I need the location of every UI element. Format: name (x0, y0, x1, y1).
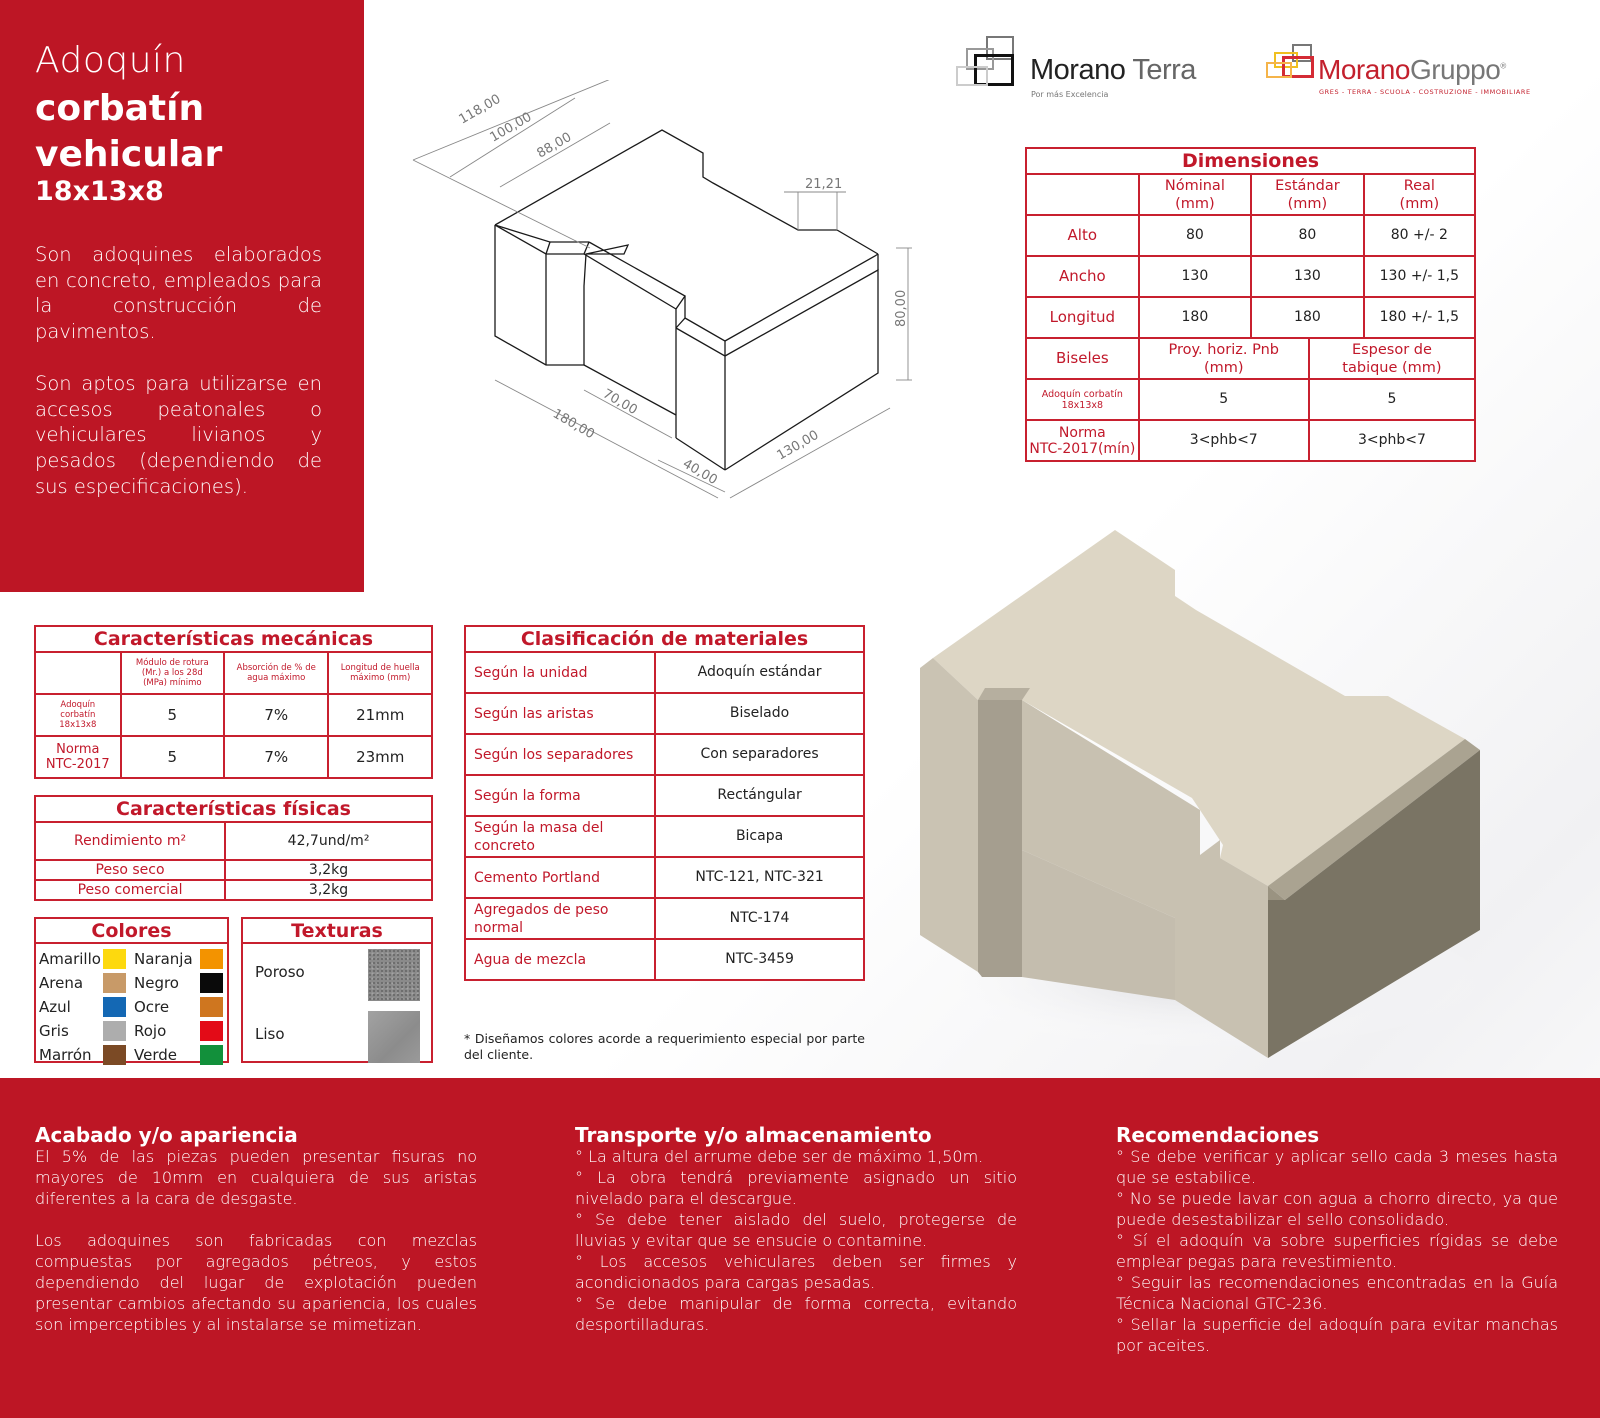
table-row (465, 939, 864, 980)
row-label: Rendimiento m² (35, 822, 225, 860)
row-label: Peso seco (35, 860, 225, 880)
transporte-item: ° La altura del arrume debe ser de máximo 1,50m. (575, 1147, 984, 1166)
texturas-box (241, 917, 433, 1063)
dim-180: 180,00 (550, 406, 597, 443)
colores-title: Colores (36, 919, 227, 944)
row-label: Norma NTC-2017(mín) (1026, 420, 1139, 461)
transporte-item: ° La obra tendrá previamente asignado un sitio nivelado para el descargue. (575, 1168, 1017, 1208)
dim-130: 130,00 (774, 427, 822, 464)
title-bold (35, 86, 222, 178)
color-label: Gris (39, 1022, 69, 1040)
color-swatch (103, 1021, 126, 1041)
cell-value: Adoquín estándar (655, 652, 864, 693)
cell-value: 3<phb<7 (1309, 420, 1475, 461)
table-row (35, 736, 432, 778)
acabado-section (35, 1124, 477, 1335)
color-swatch (200, 1045, 223, 1065)
color-label: Azul (39, 998, 71, 1016)
row-label: Adoquín corbatín 18x13x8 (1026, 379, 1139, 420)
dimensiones-title: Dimensiones (1026, 148, 1475, 174)
col-huella: Longitud de huella máximo (mm) (328, 652, 432, 694)
mecanicas-table (34, 625, 433, 779)
cell-value: 42,7und/m² (225, 822, 432, 860)
table-row (465, 898, 864, 939)
product-size: 18x13x8 (35, 176, 164, 207)
cell-value: Biselado (655, 693, 864, 734)
color-label: Verde (134, 1046, 177, 1064)
morano-terra-logo (956, 36, 1226, 102)
transporte-item: ° Se debe tener aislado del suelo, protegerse de lluvias y evitar que se ensucie o contamine. (575, 1210, 1017, 1250)
cell-value: 7% (224, 736, 328, 778)
color-label: Amarillo (39, 950, 101, 968)
texture-label-liso: Liso (255, 1025, 285, 1043)
empty-cell (35, 652, 121, 694)
cell-real: 80 +/- 2 (1364, 215, 1475, 256)
col-estandar: Estándar (mm) (1251, 174, 1364, 215)
recomendaciones-title: Recomendaciones (1116, 1123, 1320, 1147)
cell-value: 5 (121, 694, 224, 736)
mecanicas-title: Características mecánicas (35, 626, 432, 652)
cell-nominal: 80 (1139, 215, 1252, 256)
render-left-face (920, 658, 978, 972)
recomendacion-item: ° Se debe verificar y aplicar sello cada 3 meses hasta que se estabilice. (1116, 1147, 1558, 1187)
paver-render (920, 510, 1600, 1070)
biseles-label: Biseles (1026, 338, 1139, 379)
row-label: Ancho (1026, 256, 1139, 297)
color-label: Naranja (134, 950, 193, 968)
transporte-item: ° Los accesos vehiculares deben ser firmes y acondicionados para cargas pesadas. (575, 1252, 1017, 1292)
row-label: Agua de mezcla (465, 939, 655, 980)
col-nominal: Nóminal (mm) (1139, 174, 1252, 215)
cell-value: 3<phb<7 (1139, 420, 1309, 461)
row-label: Agregados de peso normal (465, 898, 655, 939)
table-row (465, 775, 864, 816)
recomendacion-item: ° Sí el adoquín va sobre superficies rígidas se debe emplear pegas para revestimiento. (1116, 1231, 1558, 1271)
cell-estandar: 130 (1251, 256, 1364, 297)
recomendaciones-section (1116, 1124, 1558, 1356)
cell-nominal: 130 (1139, 256, 1252, 297)
table-row (35, 880, 432, 900)
row-label: Longitud (1026, 297, 1139, 338)
row-label: Según los separadores (465, 734, 655, 775)
cell-value: NTC-3459 (655, 939, 864, 980)
color-swatch (200, 1021, 223, 1041)
cell-value: Rectángular (655, 775, 864, 816)
logo-terra-tagline: Por más Excelencia (1031, 90, 1109, 99)
table-row (1026, 338, 1475, 379)
clasificacion-table (464, 625, 865, 981)
cell-value: Bicapa (655, 816, 864, 857)
color-swatch (200, 973, 223, 993)
cell-value: 3,2kg (225, 880, 432, 900)
row-label: Norma NTC-2017 (35, 736, 121, 778)
table-row (1026, 379, 1475, 420)
intro-paragraph-2: Son aptos para utilizarse en accesos peatonales o vehiculares livianos y pesados (dependiendo de sus especificaciones). (35, 372, 322, 498)
col-espesor: Espesor de tabique (mm) (1309, 338, 1475, 379)
bottom-band (0, 1078, 1600, 1418)
cell-value: 5 (1309, 379, 1475, 420)
cell-nominal: 180 (1139, 297, 1252, 338)
logo-terra-name: Morano Terra (1030, 54, 1196, 86)
color-swatch (200, 997, 223, 1017)
row-label: Según las aristas (465, 693, 655, 734)
table-row (1026, 256, 1475, 297)
footnote: * Diseñamos colores acorde a requerimiento especial por parte del cliente. (464, 1031, 865, 1062)
empty-cell (1026, 174, 1139, 215)
dimension-lines (413, 80, 912, 498)
transporte-title: Transporte y/o almacenamiento (575, 1123, 932, 1147)
intro-paragraph-1: Son adoquines elaborados en concreto, empleados para la construcción de pavimentos. (35, 243, 322, 344)
color-swatch (103, 997, 126, 1017)
recomendacion-item: ° Sellar la superficie del adoquín para evitar manchas por aceites. (1116, 1315, 1558, 1355)
transporte-section (575, 1124, 1017, 1335)
clasificacion-title: Clasificación de materiales (465, 626, 864, 652)
acabado-paragraph-1: El 5% de las piezas pueden presentar fisuras no mayores de 10mm en cualquiera de sus aristas diferentes a la cara de desgaste. (35, 1147, 477, 1208)
row-label: Adoquín corbatín 18x13x8 (35, 694, 121, 736)
dim-100: 100,00 (487, 109, 535, 146)
color-swatch (103, 949, 126, 969)
dim-21-21: 21,21 (805, 177, 843, 192)
table-row (1026, 420, 1475, 461)
table-row (35, 860, 432, 880)
hero-panel (0, 0, 364, 592)
row-label: Cemento Portland (465, 857, 655, 898)
color-label: Rojo (134, 1022, 167, 1040)
cell-value: 7% (224, 694, 328, 736)
color-swatch (200, 949, 223, 969)
row-label: Según la unidad (465, 652, 655, 693)
cell-value: 5 (121, 736, 224, 778)
color-label: Ocre (134, 998, 170, 1016)
dim-118: 118,00 (456, 91, 504, 128)
acabado-paragraph-2: Los adoquines son fabricadas con mezclas compuestas por agregados pétreos, y estos dependiendo del lugar de explotación pueden presentar cambios afectando su apariencia, los cuales son imperceptibles y al instalarse se mimetizan. (35, 1231, 477, 1334)
table-row (465, 734, 864, 775)
cell-real: 180 +/- 1,5 (1364, 297, 1475, 338)
logo-square (956, 66, 988, 86)
cell-value: 23mm (328, 736, 432, 778)
dimensiones-table (1025, 147, 1476, 462)
logo-gruppo-name: MoranoGruppo® (1318, 54, 1506, 85)
color-swatch (103, 973, 126, 993)
dim-80: 80,00 (894, 289, 909, 327)
cell-value: 3,2kg (225, 860, 432, 880)
table-row (465, 857, 864, 898)
texture-label-poroso: Poroso (255, 963, 305, 981)
row-label: Alto (1026, 215, 1139, 256)
dim-70: 70,00 (600, 386, 640, 419)
technical-drawing (400, 80, 940, 520)
cell-value: Con separadores (655, 734, 864, 775)
color-label: Arena (39, 974, 84, 992)
table-row (1026, 297, 1475, 338)
table-row (35, 822, 432, 860)
table-row (1026, 215, 1475, 256)
dim-40: 40,00 (680, 456, 720, 489)
table-row (465, 816, 864, 857)
row-label: Peso comercial (35, 880, 225, 900)
title-bold-line-1: corbatín (35, 88, 205, 129)
col-absorcion: Absorción de % de agua máximo (224, 652, 328, 694)
recomendacion-item: ° No se puede lavar con agua a chorro directo, ya que puede desestabilizar el sello consolidado. (1116, 1189, 1558, 1229)
cell-value: NTC-121, NTC-321 (655, 857, 864, 898)
cell-estandar: 180 (1251, 297, 1364, 338)
col-proy-horiz: Proy. horiz. Pnb (mm) (1139, 338, 1309, 379)
dim-88: 88,00 (534, 129, 575, 162)
cell-value: 5 (1139, 379, 1309, 420)
dimension-labels (457, 92, 910, 488)
texture-swatch-poroso (368, 949, 420, 1001)
recomendacion-item: ° Seguir las recomendaciones encontradas en la Guía Técnica Nacional GTC-236. (1116, 1273, 1558, 1313)
fisicas-table (34, 795, 433, 901)
acabado-title: Acabado y/o apariencia (35, 1123, 298, 1147)
transporte-item: ° Se debe manipular de forma correcta, evitando desportilladuras. (575, 1294, 1017, 1334)
row-label: Según la masa del concreto (465, 816, 655, 857)
render-channel-top (978, 688, 1030, 700)
color-label: Marrón (39, 1046, 92, 1064)
logo-gruppo-tagline: GRES - TERRA - SCUOLA - COSTRUZIONE - IMMOBILIARE (1319, 88, 1531, 96)
table-row (35, 694, 432, 736)
color-label: Negro (134, 974, 179, 992)
title-bold-line-2: vehicular (35, 134, 223, 175)
cell-estandar: 80 (1251, 215, 1364, 256)
texturas-title: Texturas (243, 919, 431, 944)
title-light: Adoquín (35, 40, 186, 81)
render-channel (978, 700, 1022, 977)
texture-swatch-liso (368, 1011, 420, 1063)
fisicas-title: Características físicas (35, 796, 432, 822)
col-real: Real (mm) (1364, 174, 1475, 215)
morano-gruppo-logo (1266, 42, 1538, 102)
color-swatch (103, 1045, 126, 1065)
cell-value: NTC-174 (655, 898, 864, 939)
row-label: Según la forma (465, 775, 655, 816)
table-row (465, 652, 864, 693)
table-row (465, 693, 864, 734)
colores-box (34, 917, 229, 1063)
cell-value: 21mm (328, 694, 432, 736)
logo-square (1266, 62, 1292, 78)
cell-real: 130 +/- 1,5 (1364, 256, 1475, 297)
col-modulo: Módulo de rotura (Mr.) a los 28d (MPa) mínimo (121, 652, 224, 694)
